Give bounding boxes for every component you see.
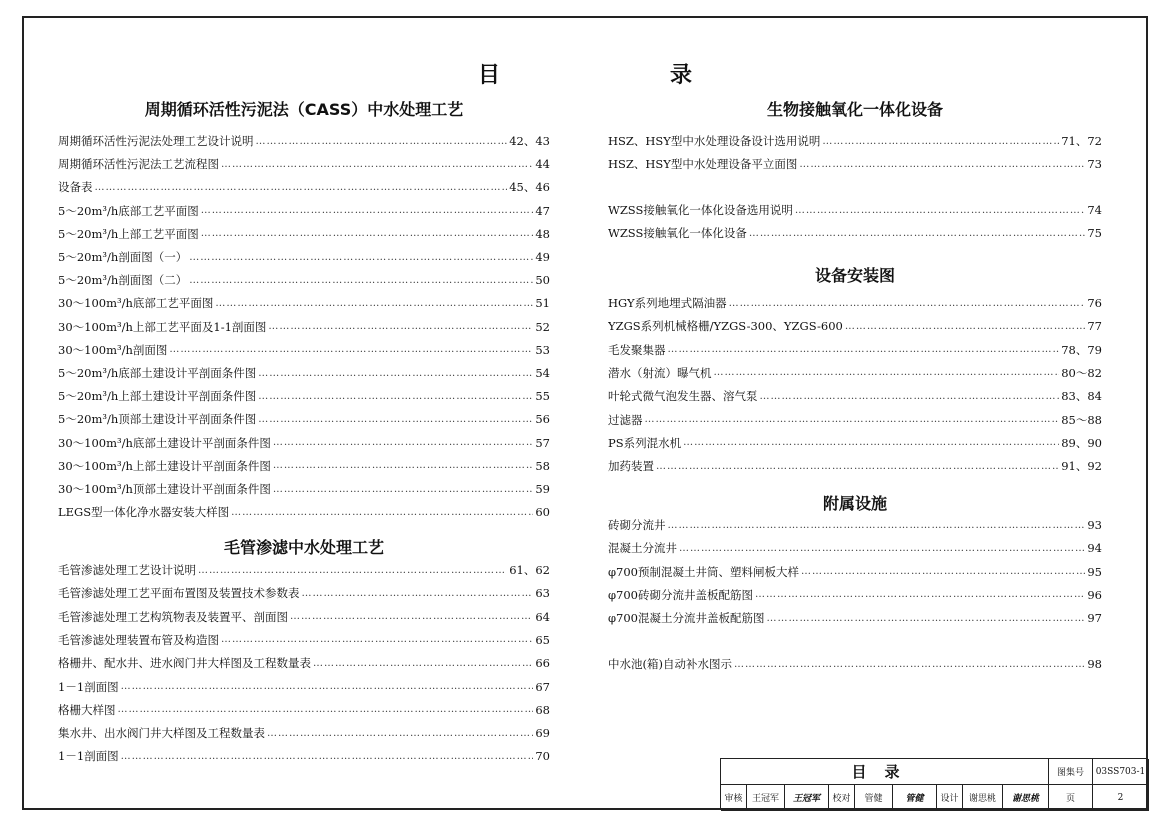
dot-leader: [822, 136, 1059, 147]
dot-leader: [313, 658, 533, 669]
dot-leader: [683, 437, 1059, 448]
entry-title: 过滤器: [608, 412, 643, 427]
section-heading-bio-contact: 生物接触氧化一体化设备: [766, 100, 943, 119]
page-title-left: 目: [478, 63, 503, 88]
entry-page: 66: [535, 656, 550, 671]
entry-title: HSZ、HSY型中水处理设备平立面图: [608, 157, 798, 172]
entry-page: 42、43: [509, 134, 550, 148]
entry-title: 毛管渗滤处理工艺平面布置图及装置技术参数表: [58, 586, 300, 601]
capillary-toc-entry[interactable]: [58, 607, 550, 627]
equipment-toc-entry[interactable]: [608, 316, 1102, 336]
dot-leader: [169, 344, 533, 355]
entry-title: φ700混凝土分流井盖板配筋图: [608, 611, 765, 626]
capillary-toc-entry[interactable]: [58, 630, 550, 650]
dot-leader: [268, 321, 533, 332]
entry-page: 61、62: [509, 563, 550, 577]
entry-title: WZSS接触氧化一体化设备选用说明: [608, 203, 793, 217]
entry-title: 30～100m³/h底部工艺平面图: [58, 296, 214, 311]
cass-toc-entry[interactable]: [58, 270, 550, 290]
equipment-toc-entry[interactable]: [608, 410, 1102, 430]
title-block-name: 目录: [721, 759, 1049, 785]
entry-title: WZSS接触氧化一体化设备: [608, 226, 747, 241]
entry-title: 加药装置: [608, 459, 654, 474]
entry-page: 68: [535, 702, 550, 717]
dot-leader: [258, 414, 533, 425]
dot-leader: [189, 275, 533, 286]
dot-leader: [845, 321, 1086, 332]
atlas-number: 03SS703-1: [1093, 759, 1149, 785]
dot-leader: [273, 484, 533, 495]
entry-page: 54: [535, 366, 550, 380]
reviewer-name: 王冠军: [747, 785, 785, 811]
page-title-right: 录: [670, 63, 695, 88]
ancillary-toc-entry[interactable]: [608, 585, 1102, 605]
design-label: 设计: [937, 785, 963, 811]
extra-toc-entry[interactable]: [608, 654, 1102, 674]
title-block: [720, 758, 1148, 810]
entry-page: 75: [1087, 226, 1102, 241]
ancillary-toc-entry[interactable]: [608, 562, 1102, 582]
entry-page: 98: [1087, 657, 1102, 671]
entry-page: 49: [535, 250, 550, 264]
entry-title: 5～20m³/h上部工艺平面图: [58, 226, 199, 241]
equipment-toc-entry[interactable]: [608, 363, 1102, 383]
cass-toc-entry[interactable]: [58, 456, 550, 476]
bio-toc-entry[interactable]: [608, 154, 1102, 174]
dot-leader: [755, 589, 1085, 600]
dot-leader: [760, 391, 1060, 402]
entry-title: 潜水（射流）曝气机: [608, 365, 712, 380]
entry-title: 毛发聚集器: [608, 342, 666, 357]
entry-title: YZGS系列机械格栅/YZGS-300、YZGS-600: [608, 319, 843, 334]
dot-leader: [656, 461, 1059, 472]
dot-leader: [795, 205, 1085, 216]
capillary-toc-entry[interactable]: [58, 583, 550, 603]
review-label: 审核: [721, 785, 747, 811]
entry-page: 56: [535, 412, 550, 427]
entry-title: 周期循环活性污泥法处理工艺设计说明: [58, 134, 254, 148]
entry-title: HSZ、HSY型中水处理设备设计选用说明: [608, 134, 821, 148]
entry-title: 叶轮式微气泡发生器、溶气泵: [608, 389, 758, 404]
checker-name: 管健: [855, 785, 893, 811]
dot-leader: [273, 437, 533, 448]
dot-leader: [714, 367, 1060, 378]
entry-title: 5～20m³/h底部工艺平面图: [58, 203, 199, 218]
entry-title: 30～100m³/h上部工艺平面及1-1剖面图: [58, 319, 267, 334]
dot-leader: [679, 543, 1085, 554]
entry-title: 砖砌分流井: [608, 518, 666, 532]
entry-page: 78、79: [1061, 342, 1102, 357]
entry-title: 30～100m³/h剖面图: [58, 342, 168, 357]
dot-leader: [231, 507, 533, 518]
entry-page: 71、72: [1061, 134, 1102, 148]
cass-toc-entry[interactable]: [58, 317, 550, 337]
dot-leader: [645, 414, 1060, 425]
designer-name: 谢思桃: [963, 785, 1003, 811]
cass-toc-entry[interactable]: [58, 502, 550, 522]
dot-leader: [121, 751, 534, 762]
entry-title: 5～20m³/h顶部土建设计平剖面条件图: [58, 412, 257, 427]
entry-title: φ700砖砌分流井盖板配筋图: [608, 587, 754, 602]
dot-leader: [198, 565, 507, 576]
cass-toc-entry[interactable]: [58, 177, 550, 197]
dot-leader: [749, 228, 1085, 239]
equipment-toc-entry[interactable]: [608, 433, 1102, 453]
equipment-toc-entry[interactable]: [608, 456, 1102, 476]
entry-page: 64: [535, 609, 550, 624]
entry-page: 48: [535, 226, 550, 241]
entry-page: 45、46: [509, 180, 550, 195]
capillary-toc-entry[interactable]: [58, 700, 550, 720]
entry-page: 80～82: [1061, 365, 1102, 380]
entry-page: 50: [535, 273, 550, 288]
equipment-toc-entry[interactable]: [608, 340, 1102, 360]
page-number: 2: [1093, 785, 1149, 811]
atlas-label: 图集号: [1049, 759, 1093, 785]
cass-toc-entry[interactable]: [58, 409, 550, 429]
entry-title: 5～20m³/h上部土建设计平剖面条件图: [58, 389, 257, 404]
entry-title: 周期循环活性污泥法工艺流程图: [58, 157, 219, 172]
section-heading-capillary: 毛管渗滤中水处理工艺: [223, 538, 384, 557]
dot-leader: [801, 566, 1085, 577]
cass-toc-entry[interactable]: [58, 386, 550, 406]
ancillary-toc-entry[interactable]: [608, 515, 1102, 535]
dot-leader: [258, 368, 533, 379]
dot-leader: [290, 611, 533, 622]
entry-page: 52: [535, 319, 550, 334]
entry-title: 设备表: [58, 180, 93, 195]
entry-page: 63: [535, 586, 550, 601]
cass-toc-entry[interactable]: [58, 154, 550, 174]
dot-leader: [668, 344, 1060, 355]
equipment-toc-entry[interactable]: [608, 293, 1102, 313]
bio-toc-entry[interactable]: [608, 200, 1102, 220]
section-heading-cass: 周期循环活性污泥法（CASS）中水处理工艺: [144, 100, 464, 119]
entry-page: 74: [1087, 203, 1102, 217]
cass-toc-entry[interactable]: [58, 247, 550, 267]
entry-page: 67: [535, 679, 550, 694]
entry-page: 95: [1087, 564, 1102, 579]
entry-title: 5～20m³/h剖面图（一）: [58, 250, 188, 264]
bio-toc-entry[interactable]: [608, 223, 1102, 243]
cass-toc-entry[interactable]: [58, 293, 550, 313]
dot-leader: [799, 159, 1085, 170]
dot-leader: [118, 704, 534, 715]
cass-toc-entry[interactable]: [58, 201, 550, 221]
capillary-toc-entry[interactable]: [58, 723, 550, 743]
entry-title: 集水井、出水阀门井大样图及工程数量表: [58, 726, 265, 741]
entry-page: 91、92: [1061, 459, 1102, 474]
dot-leader: [215, 298, 533, 309]
cass-toc-entry[interactable]: [58, 131, 550, 151]
page-label: 页: [1049, 785, 1093, 811]
entry-page: 97: [1087, 611, 1102, 626]
entry-page: 57: [535, 435, 550, 450]
dot-leader: [95, 182, 508, 193]
dot-leader: [767, 613, 1086, 624]
entry-page: 53: [535, 342, 550, 357]
entry-title: 毛管渗滤处理工艺构筑物表及装置平、剖面图: [58, 609, 288, 624]
reviewer-signature: 王冠军: [785, 785, 829, 811]
entry-title: 格栅井、配水井、进水阀门井大样图及工程数量表: [58, 656, 311, 671]
cass-toc-entry[interactable]: [58, 224, 550, 244]
entry-title: 毛管渗滤处理工艺设计说明: [58, 563, 196, 577]
dot-leader: [258, 391, 533, 402]
entry-page: 58: [535, 458, 550, 473]
bio-toc-entry[interactable]: [608, 131, 1102, 151]
ancillary-toc-entry[interactable]: [608, 538, 1102, 558]
cass-toc-entry[interactable]: [58, 433, 550, 453]
dot-leader: [256, 136, 508, 147]
entry-page: 65: [535, 632, 550, 647]
entry-page: 44: [535, 157, 550, 172]
capillary-toc-entry[interactable]: [58, 560, 550, 580]
dot-leader: [273, 460, 533, 471]
entry-page: 51: [535, 296, 550, 311]
entry-page: 89、90: [1061, 435, 1102, 450]
dot-leader: [734, 659, 1085, 670]
cass-toc-entry[interactable]: [58, 340, 550, 360]
entry-page: 85～88: [1061, 412, 1102, 427]
entry-page: 73: [1087, 157, 1102, 172]
entry-title: PS系列混水机: [608, 435, 682, 450]
entry-page: 55: [535, 389, 550, 404]
entry-title: 格栅大样图: [58, 702, 116, 717]
section-heading-equipment-install: 设备安装图: [814, 266, 895, 285]
entry-title: φ700预制混凝土井筒、塑料闸板大样: [608, 564, 800, 579]
dot-leader: [729, 298, 1086, 309]
entry-page: 47: [535, 203, 550, 218]
dot-leader: [267, 728, 533, 739]
dot-leader: [221, 634, 533, 645]
entry-page: 76: [1087, 296, 1102, 310]
entry-page: 59: [535, 482, 550, 496]
checker-signature: 管健: [893, 785, 937, 811]
capillary-toc-entry[interactable]: [58, 746, 550, 766]
equipment-toc-entry[interactable]: [608, 386, 1102, 406]
entry-page: 70: [535, 749, 550, 764]
entry-title: 毛管渗滤处理装置布管及构造图: [58, 632, 219, 647]
check-label: 校对: [829, 785, 855, 811]
entry-page: 94: [1087, 541, 1102, 556]
entry-page: 93: [1087, 518, 1102, 532]
entry-title: 30～100m³/h顶部土建设计平剖面条件图: [58, 482, 271, 496]
entry-title: 1－1剖面图: [58, 749, 119, 764]
entry-title: 5～20m³/h剖面图（二）: [58, 273, 188, 288]
section-heading-ancillary: 附属设施: [822, 494, 887, 513]
designer-signature: 谢思桃: [1003, 785, 1049, 811]
dot-leader: [302, 588, 534, 599]
capillary-toc-entry[interactable]: [58, 677, 550, 697]
cass-toc-entry[interactable]: [58, 363, 550, 383]
entry-title: LEGS型一体化净水器安装大样图: [58, 505, 230, 520]
dot-leader: [121, 681, 534, 692]
capillary-toc-entry[interactable]: [58, 653, 550, 673]
dot-leader: [201, 205, 534, 216]
entry-page: 77: [1087, 319, 1102, 334]
entry-page: 60: [535, 505, 550, 520]
entry-title: 30～100m³/h底部土建设计平剖面条件图: [58, 435, 271, 450]
entry-page: 69: [535, 726, 550, 741]
dot-leader: [221, 159, 533, 170]
entry-title: 1－1剖面图: [58, 679, 119, 694]
dot-leader: [668, 520, 1086, 531]
entry-title: 中水池(箱)自动补水图示: [608, 657, 732, 671]
entry-page: 83、84: [1061, 389, 1102, 404]
dot-leader: [189, 252, 533, 263]
entry-title: 30～100m³/h上部土建设计平剖面条件图: [58, 458, 271, 473]
ancillary-toc-entry[interactable]: [608, 608, 1102, 628]
entry-page: 96: [1087, 587, 1102, 602]
entry-title: HGY系列地埋式隔油器: [608, 296, 727, 310]
entry-title: 混凝土分流井: [608, 541, 677, 556]
dot-leader: [201, 228, 534, 239]
cass-toc-entry[interactable]: [58, 479, 550, 499]
entry-title: 5～20m³/h底部土建设计平剖面条件图: [58, 366, 257, 380]
